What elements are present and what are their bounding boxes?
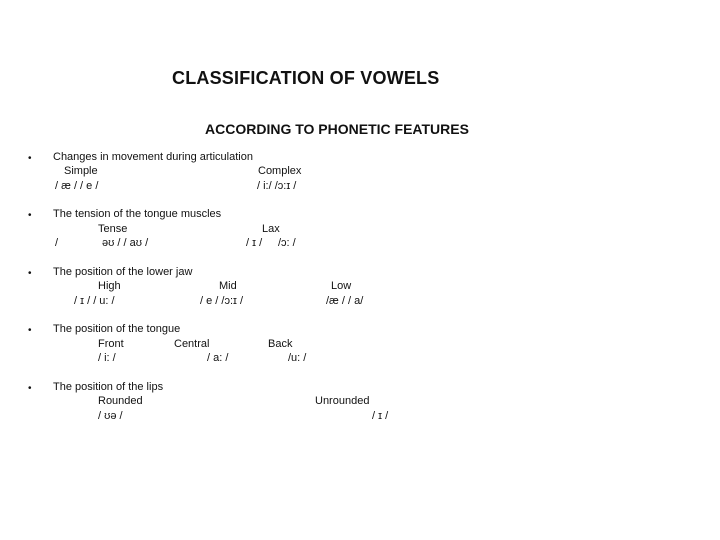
example-mid: / e / /ɔ:ɪ / <box>200 295 244 307</box>
category-label-mid: Mid <box>219 280 237 292</box>
example-front: / i: / <box>98 352 116 364</box>
example-complex: / i:/ /ɔ:ɪ / <box>257 180 297 192</box>
feature-heading: The position of the tongue <box>53 323 181 335</box>
category-label-lax: Lax <box>262 223 280 235</box>
page-subtitle: ACCORDING TO PHONETIC FEATURES <box>205 121 469 137</box>
page-title: CLASSIFICATION OF VOWELS <box>172 68 440 88</box>
example-tense: əʊ / / aʊ / <box>102 237 149 249</box>
feature-heading: Changes in movement during articulation <box>53 151 253 163</box>
category-label-front: Front <box>98 338 124 350</box>
category-label-central: Central <box>174 338 210 350</box>
bullet: • <box>28 210 32 221</box>
bullet: • <box>28 325 32 336</box>
bullet: • <box>28 268 32 279</box>
bullet: • <box>28 383 32 394</box>
example-lax-1: / ɪ / <box>246 237 263 249</box>
feature-heading: The position of the lower jaw <box>53 266 193 278</box>
example-rounded: / ʊə / <box>98 410 123 422</box>
example-lax-2: /ɔ: / <box>278 237 296 249</box>
example-high: / ɪ / / u: / <box>74 295 115 307</box>
category-label-simple: Simple <box>64 165 98 177</box>
bullet: • <box>28 153 32 164</box>
example-central: / a: / <box>207 352 229 364</box>
feature-heading: The tension of the tongue muscles <box>53 208 222 220</box>
feature-heading: The position of the lips <box>53 381 164 393</box>
example-unrounded: / ɪ / <box>372 410 389 422</box>
category-label-unrounded: Unrounded <box>315 395 370 407</box>
category-label-high: High <box>98 280 121 292</box>
example-simple: / æ / / e / <box>55 180 99 192</box>
category-label-tense: Tense <box>98 223 128 235</box>
category-label-rounded: Rounded <box>98 395 143 407</box>
category-label-complex: Complex <box>258 165 302 177</box>
category-label-back: Back <box>268 338 293 350</box>
example-back: /u: / <box>288 352 307 364</box>
example-low: /æ / / a/ <box>326 295 364 307</box>
example-tense-slash: / <box>55 237 59 249</box>
category-label-low: Low <box>331 280 352 292</box>
